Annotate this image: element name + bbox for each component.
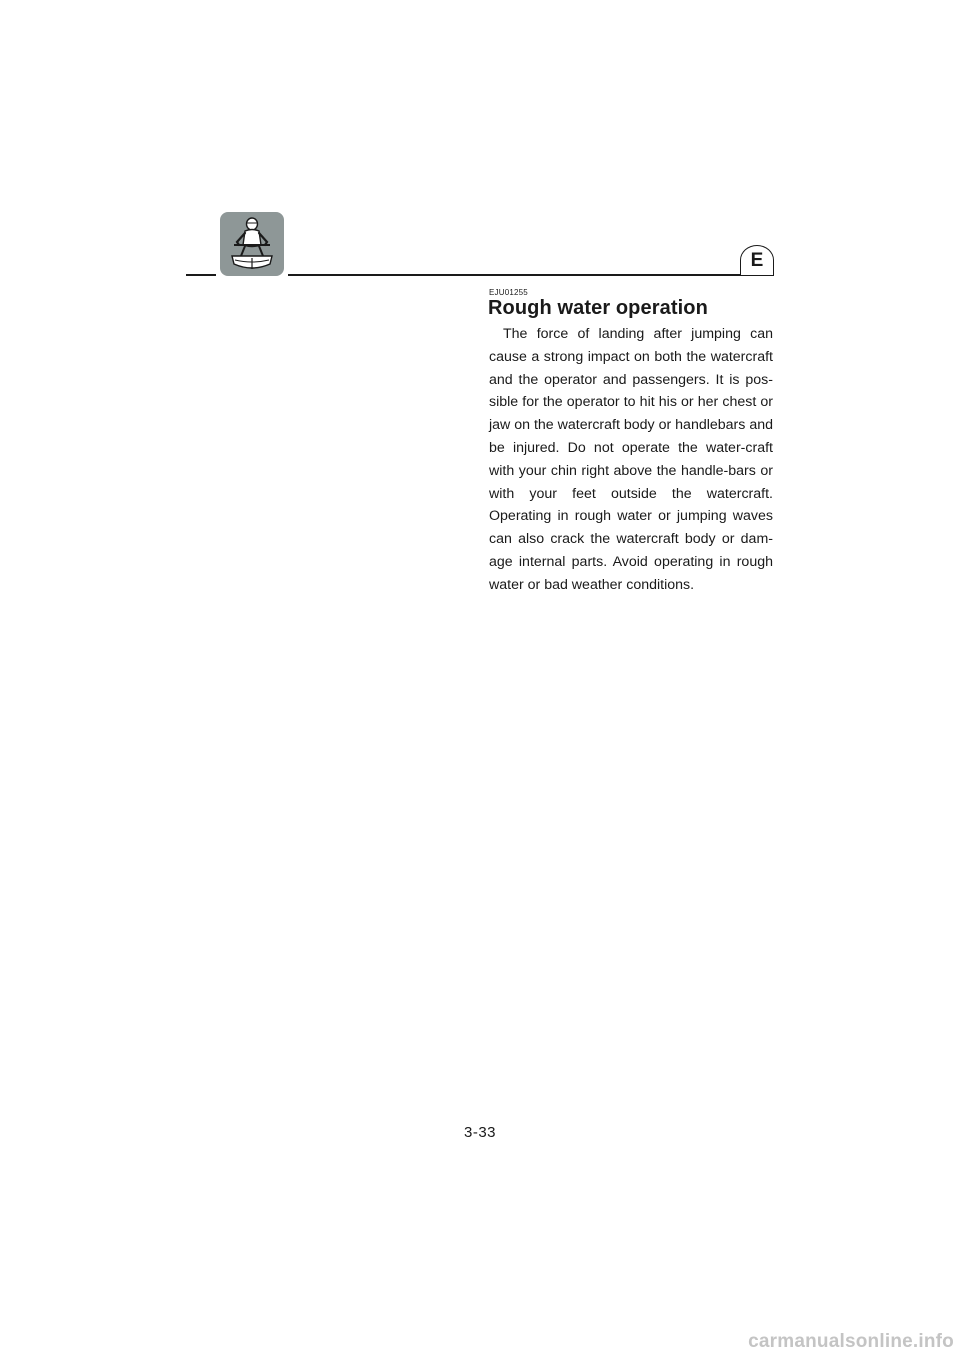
watercraft-rider-icon [220,212,284,276]
language-badge: E [740,245,774,275]
header-rule-right [288,274,774,276]
section-title: Rough water operation [488,297,708,319]
section-ref-code: EJU01255 [489,288,528,297]
site-watermark: carmanualsonline.info [748,1331,954,1352]
section-body-text: The force of landing after jumping can cause a strong impact on both the watercraft and the operator and passengers. It is pos-sible for the operator to hit his or her chest or jaw on the watercraft body or handlebars and be injured. Do not operate the water-craft with your chin right above the handle-bars or with your feet outside the watercraft. Operating in rough water or jumping waves can also crack the watercraft body or dam-age internal parts. Avoid operating in rough water or bad weather conditions. [489,326,773,593]
header-rule-left [186,274,216,276]
page-number: 3-33 [463,1124,497,1141]
